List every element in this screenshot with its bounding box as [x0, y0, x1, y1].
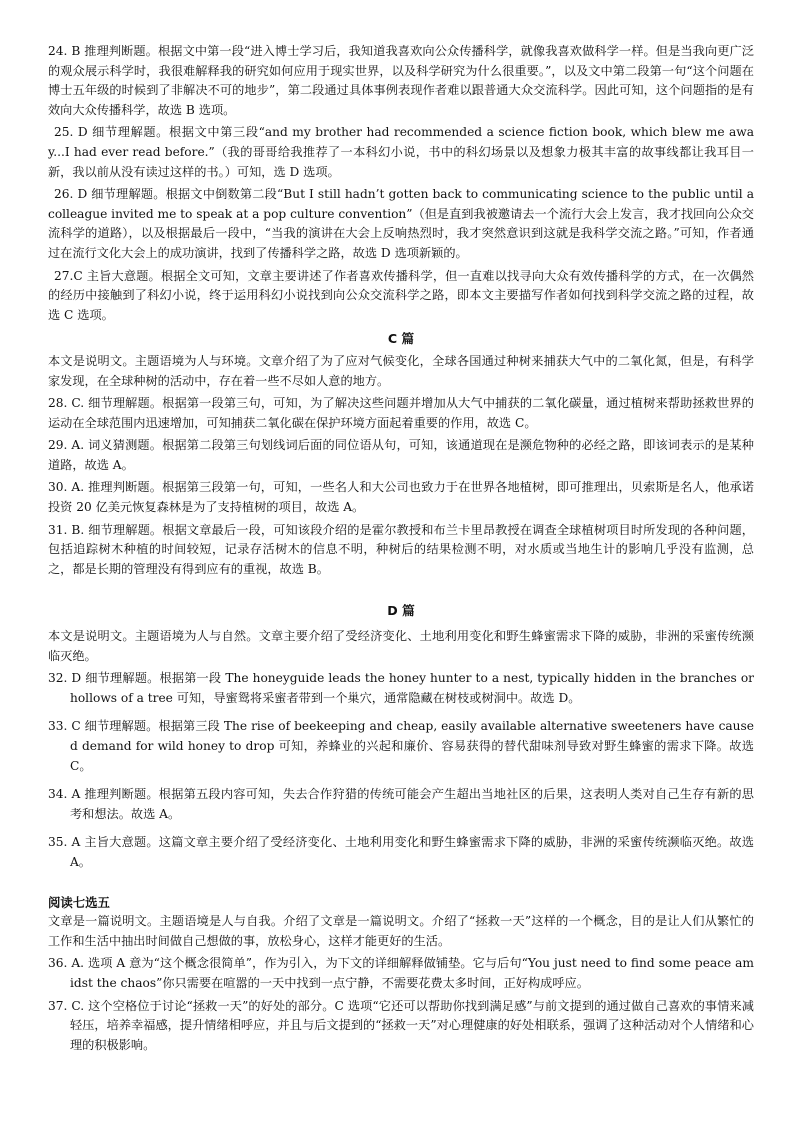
answer-37: 37. C. 这个空格位于讨论“拯救一天”的好处的部分。C 选项“它还可以帮助你找到满足感”与前文提到的通过做自己喜欢的事情来减轻压，培养幸福感，提升情绪相呼应，并且与后文提到的“拯救一天”对心理健康的好处相联系，强调了这种活动对个人情绪和心理的积极影响。 [48, 998, 754, 1052]
section-d-intro: 本文是说明文。主题语境为人与自然。文章主要介绍了受经济变化、土地利用变化和野生蜂蜜需求下降的威胁，非洲的采蜜传统濒临灭绝。 [48, 629, 754, 663]
answer-explanation-page [48, 42, 754, 1058]
answer-24: 24. B 推理判断题。根据文中第一段“进入博士学习后，我知道我喜欢向公众传播科学，就像我喜欢做科学一样。但是当我向更广泛的观众展示科学时，我很难解释我的研究如何应用于现实世界，以及科学研究为什么很重要。”，以及文中第二段第一句“这个问题在博士五年级的时候到了非解决不可的地步”，第二段通过具体事例表现作者难以跟普通大众交流科学。因此可知，这个问题指的是有效向大众传播科学，故选 B 选项。 [48, 44, 754, 117]
qixuanwu-intro: 文章是一篇说明文。主题语境是人与自我。介绍了文章是一篇说明文。介绍了“拯救一天”这样的一个概念，目的是让人们从繁忙的工作和生活中抽出时间做自己想做的事，放松身心，这样才能更好的生活。 [48, 914, 754, 948]
answer-26: 26. D 细节理解题。根据文中倒数第二段“But I still hadn’t gotten back to communicating science to the public until a colleague invited me to speak at a pop culture convention”（但是直到我被邀请去一个流行大会上发言，我才找回向公众交流科学的道路），以及根据最后一段中，“当我的演讲在大会上反响热烈时，我才突然意识到这就是我科学交流之路。”可知，作者通过在流行文化大会上的成功演讲，找到了传播科学之路，故选 D 选项新颖的。 [48, 187, 754, 260]
qixuanwu-title: 阅读七选五 [48, 894, 110, 910]
answer-25: 25. D 细节理解题。根据文中第三段“and my brother had recommended a science fiction book, which blew me away...I had ever read before.”（我的哥哥给我推荐了一本科幻小说，书中的科幻场景以及想象力极其丰富的故事线都让我耳目一新，我以前从没有读过这样的书。）可知，选 D 选项。 [48, 125, 754, 179]
answer-33: 33. C 细节理解题。根据第三段 The rise of beekeeping and cheap, easily available alternative sweeteners have caused demand for wild honey to drop 可知，养蜂业的兴起和廉价、容易获得的替代甜味剂导致对野生蜂蜜的需求下降。故选 C。 [48, 719, 754, 773]
answer-30: 30. A. 推理判断题。根据第三段第一句，可知，一些名人和大公司也致力于在世界各地植树，即可推理出，贝索斯是名人，他承诺投资 20 亿美元恢复森林是为了支持植树的项目，故选 A。 [48, 480, 754, 515]
answer-34: 34. A 推理判断题。根据第五段内容可知，失去合作狩猎的传统可能会产生超出当地社区的后果，这表明人类对自己生存有新的思考和想法。故选 A。 [48, 787, 754, 821]
answer-29: 29. A. 词义猜测题。根据第二段第三句划线词后面的同位语从句，可知，该通道现在是濒危物种的必经之路，即该词表示的是某种道路，故选 A。 [48, 438, 754, 472]
answer-28: 28. C. 细节理解题。根据第一段第三句，可知，为了解决这些问题并增加从大气中捕获的二氧化碳量，通过植树来帮助拯救世界的运动在全球范围内迅速增加，可知捕获二氧化碳在保护环境方面起着重要的作用，故选 C。 [48, 396, 754, 430]
answer-35: 35. A 主旨大意题。这篇文章主要介绍了受经济变化、土地利用变化和野生蜂蜜需求下降的威胁，非洲的采蜜传统濒临灭绝。故选 A。 [48, 835, 754, 869]
section-d-heading: D 篇 [387, 603, 415, 619]
answer-27: 27.C 主旨大意题。根据全文可知，文章主要讲述了作者喜欢传播科学，但一直难以找寻向大众有效传播科学的方式，在一次偶然的经历中接触到了科幻小说，终于运用科幻小说找到向公众交流科学之路，即本文主要描写作者如何找到科学交流之路的过程，故选 C 选项。 [48, 268, 754, 322]
answer-36: 36. A. 选项 A 意为“这个概念很简单”，作为引入，为下文的详细解释做铺垫。它与后句“You just need to find some peace amidst the chaos”你只需要在喧嚣的一天中找到一点宁静，不需要花费太多时间，正好构成呼应。 [48, 956, 754, 990]
answer-32: 32. D 细节理解题。根据第一段 The honeyguide leads the honey hunter to a nest, typically hidden in the branches or hollows of a tree 可知，导蜜鸳将采蜜者带到一个巢穴，通常隐藏在树枝或树洞中。故选 D。 [48, 671, 754, 705]
answer-31: 31. B. 细节理解题。根据文章最后一段，可知该段介绍的是霍尔教授和布兰卡里昂教授在调查全球植树项目时所发现的各种问题，包括追踪树木种植的时间较短，记录存活树木的信息不明，种树后的结果检测不明，对水质或当地生计的影响几乎没有监测，总之，都是长期的管理没有得到应有的重视，故选 B。 [48, 522, 754, 576]
section-c-intro: 本文是说明文。主题语境为人与环境。文章介绍了为了应对气候变化，全球各国通过种树来捕获大气中的二氧化氮，但是，有科学家发现，在全球种树的活动中，存在着一些不尽如人意的地方。 [48, 353, 754, 388]
section-c-heading: C 篇 [387, 331, 415, 347]
